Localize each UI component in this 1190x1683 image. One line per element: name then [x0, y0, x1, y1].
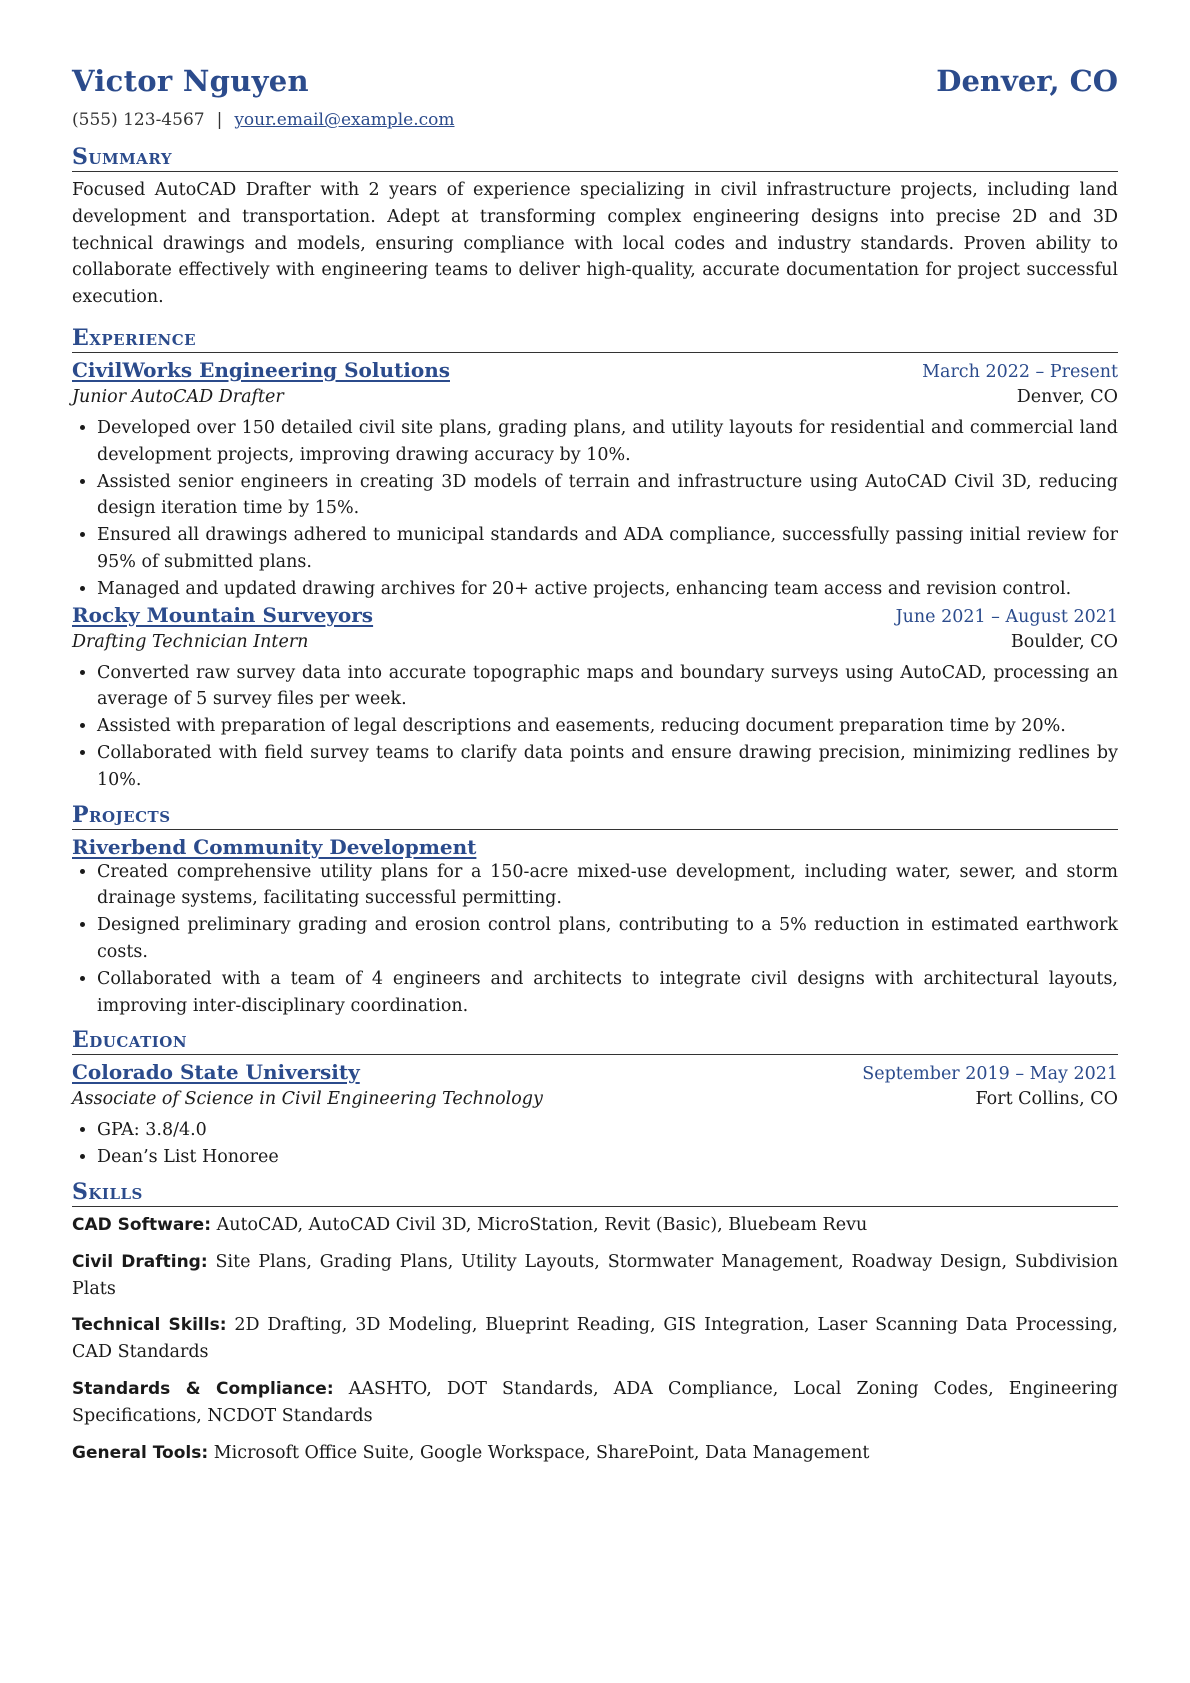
skill-row [72, 1376, 1118, 1430]
summary-title: Summary [72, 144, 1118, 172]
skills-section [72, 1179, 1118, 1466]
resume-header [72, 64, 1118, 98]
entry-date: September 2019 – May 2021 [862, 1064, 1118, 1085]
skill-label: Standards & Compliance: [72, 1378, 334, 1399]
entry-header [72, 603, 1118, 627]
entry-subheader [72, 387, 1118, 407]
company-name[interactable]: Rocky Mountain Surveyors [72, 602, 374, 627]
education-section [72, 1027, 1118, 1171]
summary-section [72, 144, 1118, 311]
phone-number: (555) 123-4567 [72, 110, 205, 130]
project-name[interactable]: Riverbend Community Development [72, 834, 477, 859]
list-item: • Assisted senior engineers in creating 3D models of terrain and infrastructure using AutoCAD Civil 3D, reducing design iteration time by 15%. [97, 469, 1118, 523]
bullet-list [72, 660, 1118, 794]
list-item: • Collaborated with a team of 4 engineers and architects to integrate civil designs with architectural layouts, improving inter-disciplinary coordination. [97, 966, 1118, 1020]
contact-separator: | [216, 110, 223, 130]
summary-text: Focused AutoCAD Drafter with 2 years of experience specializing in civil infrastructure projects, including land development and transportation. Adept at transforming complex engineering designs into precise 2D and 3D technical drawings and models, ensuring compliance with local codes and industry standards. Proven ability to collaborate effectively with engineering teams to deliver high-quality, accurate documentation for project successful execution. [72, 180, 1118, 308]
candidate-name: Victor Nguyen [72, 64, 309, 98]
skill-row [72, 1249, 1118, 1303]
entry-location: Denver, CO [1016, 386, 1118, 407]
entry-header [72, 358, 1118, 382]
contact-line [72, 110, 1118, 130]
list-item: • Converted raw survey data into accurate topographic maps and boundary surveys using AutoCAD, processing an average of 5 survey files per week. [97, 660, 1118, 714]
projects-section [72, 802, 1118, 1020]
list-item: • Developed over 150 detailed civil site plans, grading plans, and utility layouts for residential and commercial land development projects, improving drawing accuracy by 10%. [97, 415, 1118, 469]
skill-label: CAD Software: [72, 1214, 211, 1235]
skill-value: 2D Drafting, 3D Modeling, Blueprint Reading, GIS Integration, Laser Scanning Data Processing, CAD Standards [72, 1315, 1118, 1363]
list-item: • GPA: 3.8/4.0 [97, 1117, 1118, 1144]
skill-row [72, 1312, 1118, 1366]
bullet-list [72, 415, 1118, 603]
job-title: Drafting Technician Intern [72, 631, 309, 652]
skill-value: Site Plans, Grading Plans, Utility Layouts, Stormwater Management, Roadway Design, Subdivision Plats [72, 1251, 1118, 1299]
skill-row [72, 1212, 1118, 1239]
company-name[interactable]: CivilWorks Engineering Solutions [72, 357, 450, 382]
list-item: • Dean’s List Honoree [97, 1144, 1118, 1171]
education-entry [72, 1060, 1118, 1171]
entry-date: March 2022 – Present [922, 361, 1118, 382]
entry-subheader [72, 1089, 1118, 1109]
skill-label: Technical Skills: [72, 1315, 227, 1336]
email-link[interactable]: your.email@example.com [234, 110, 455, 130]
list-item: • Ensured all drawings adhered to municipal standards and ADA compliance, successfully passing initial review for 95% of submitted plans. [97, 522, 1118, 576]
experience-title: Experience [72, 325, 1118, 353]
skill-value: Microsoft Office Suite, Google Workspace, SharePoint, Data Management [213, 1442, 870, 1463]
list-item: • Collaborated with field survey teams to clarify data points and ensure drawing precision, minimizing redlines by 10%. [97, 740, 1118, 794]
skill-value: AutoCAD, AutoCAD Civil 3D, MicroStation, Revit (Basic), Bluebeam Revu [216, 1214, 868, 1235]
skill-value: AASHTO, DOT Standards, ADA Compliance, Local Zoning Codes, Engineering Specifications, NCDOT Standards [72, 1378, 1118, 1426]
list-item: • Assisted with preparation of legal descriptions and easements, reducing document preparation time by 20%. [97, 713, 1118, 740]
entry-header [72, 1060, 1118, 1084]
experience-section [72, 325, 1118, 794]
entry-header [72, 835, 1118, 859]
job-title: Junior AutoCAD Drafter [72, 386, 284, 407]
projects-title: Projects [72, 802, 1118, 830]
bullet-list [72, 859, 1118, 1020]
experience-entry [72, 603, 1118, 794]
entry-subheader [72, 632, 1118, 652]
list-item: • Managed and updated drawing archives for 20+ active projects, enhancing team access and revision control. [97, 576, 1118, 603]
list-item: • Designed preliminary grading and erosion control plans, contributing to a 5% reduction in estimated earthwork costs. [97, 912, 1118, 966]
experience-entry [72, 358, 1118, 603]
project-entry [72, 835, 1118, 1020]
entry-location: Fort Collins, CO [975, 1089, 1118, 1110]
bullet-list [72, 1117, 1118, 1171]
skill-label: General Tools: [72, 1442, 209, 1463]
entry-date: June 2021 – August 2021 [895, 606, 1118, 627]
skills-title: Skills [72, 1179, 1118, 1207]
skill-label: Civil Drafting: [72, 1251, 208, 1272]
school-name[interactable]: Colorado State University [72, 1060, 360, 1085]
skill-row [72, 1440, 1118, 1467]
list-item: • Created comprehensive utility plans for a 150-acre mixed-use development, including water, sewer, and storm drainage systems, facilitating successful permitting. [97, 859, 1118, 913]
education-title: Education [72, 1027, 1118, 1055]
degree-title: Associate of Science in Civil Engineering Technology [72, 1089, 543, 1110]
candidate-location: Denver, CO [936, 64, 1118, 98]
entry-location: Boulder, CO [1010, 631, 1118, 652]
